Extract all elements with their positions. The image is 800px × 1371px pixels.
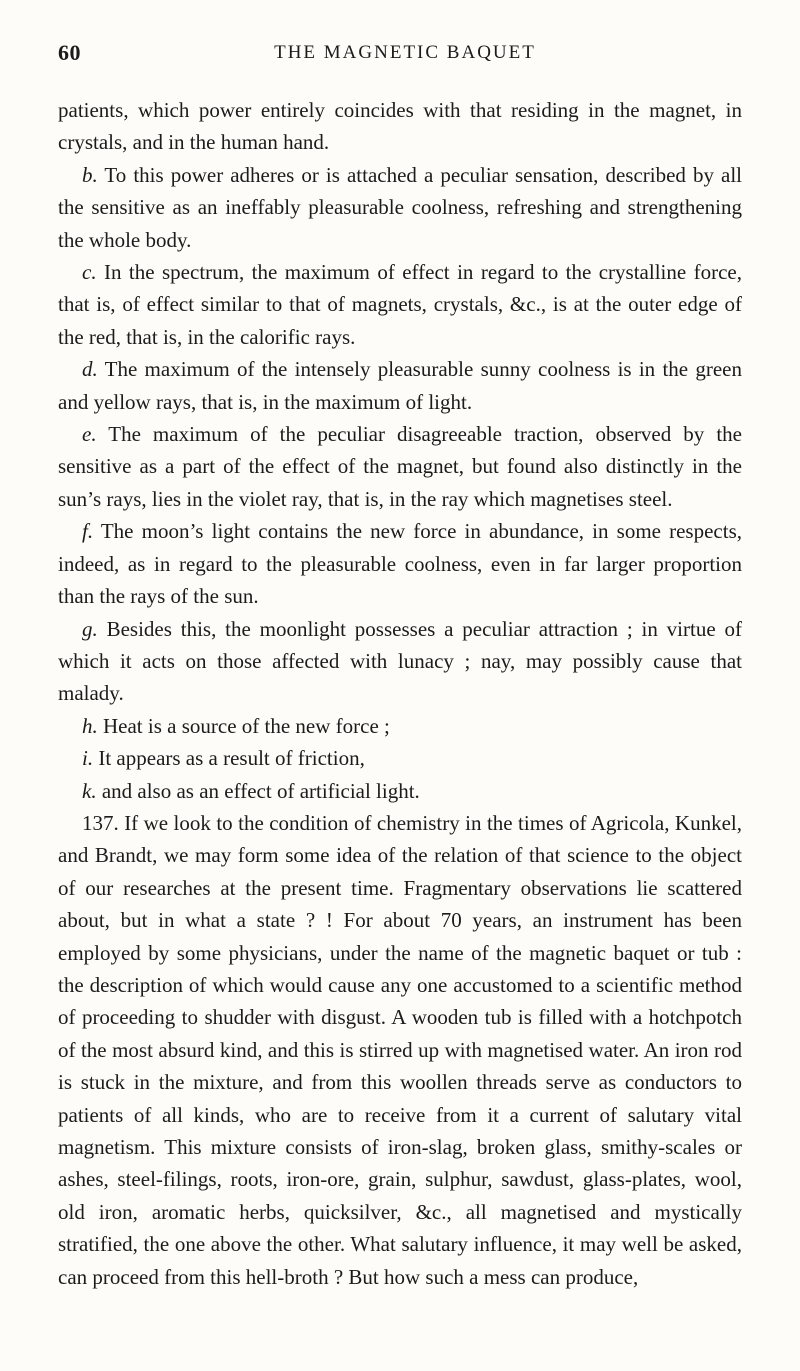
paragraph-text: and also as an effect of artificial light. (96, 778, 420, 803)
paragraph-item-e (58, 418, 742, 515)
paragraph-text: 137. If we look to the condition of chemistry in the times of Agricola, Kunkel, and Brandt, we may form some idea of the relation of that science to the object of our researches at the present time. Fragmentary observations lie scattered about, but in what a state ? ! For about 70 years, an instrument has been employed by some physicians, under the name of the magnetic baquet or tub : the description of which would cause any one accustomed to a scientific method of proceeding to shudder with disgust. A wooden tub is filled with a hotchpotch of the most absurd kind, and this is stirred up with magnetised water. An iron rod is stuck in the mixture, and from this woollen threads serve as conductors to patients of all kinds, who are to receive from it a current of salutary vital magnetism. This mixture consists of iron-slag, broken glass, smithy-scales or ashes, steel-filings, roots, iron-ore, grain, sulphur, sawdust, glass-plates, wool, old iron, aromatic herbs, quicksilver, &c., all magnetised and mystically stratified, the one above the other. What salutary influence, it may well be asked, can proceed from this hell-broth ? But how such a mess can produce, (58, 810, 742, 1289)
paragraph-item-g (58, 613, 742, 710)
paragraph-text: patients, which power entirely coincides with that residing in the magnet, in crystals, and in the human hand. (58, 98, 742, 155)
item-letter: g. (82, 616, 98, 641)
paragraph-text: The maximum of the intensely pleasurable sunny coolness is in the green and yellow rays, that is, in the maximum of light. (58, 357, 742, 414)
paragraph-item-f (58, 515, 742, 612)
paragraph-text: In the spectrum, the maximum of effect in regard to the crystalline force, that is, of effect similar to that of magnets, crystals, &c., is at the outer edge of the red, that is, in the calorific rays. (58, 260, 742, 349)
paragraph-text: Besides this, the moonlight possesses a peculiar attraction ; in virtue of which it acts on those affected with lunacy ; nay, may possibly cause that malady. (58, 616, 742, 706)
paragraph-text: It appears as a result of friction, (93, 746, 365, 771)
paragraph-continuation (58, 94, 742, 159)
paragraph-item-h (58, 710, 742, 742)
body-text (58, 94, 742, 1293)
page-header (58, 40, 742, 74)
paragraph-item-d (58, 353, 742, 418)
item-letter: d. (82, 357, 98, 382)
item-letter: f. (82, 519, 94, 544)
paragraph-text: The maximum of the peculiar disagreeable traction, observed by the sensitive as a part of the effect of the magnet, but found also distinctly in the sun’s rays, lies in the violet ray, that is, in the ray which magnetises steel. (58, 422, 742, 511)
paragraph-text: The moon’s light contains the new force in abundance, in some respects, indeed, as in regard to the pleasurable coolness, even in far larger proportion than the rays of the sun. (58, 519, 742, 609)
paragraph-section-137 (58, 807, 742, 1293)
item-letter: h. (82, 713, 98, 738)
paragraph-text: Heat is a source of the new force ; (97, 713, 390, 738)
paragraph-item-b (58, 159, 742, 256)
page-number: 60 (58, 40, 81, 65)
paragraph-item-k (58, 775, 742, 807)
running-head: THE MAGNETIC BAQUET (274, 42, 536, 63)
item-letter: k. (82, 778, 97, 803)
item-letter: b. (82, 162, 98, 187)
item-letter: i. (82, 746, 94, 771)
paragraph-item-i (58, 742, 742, 774)
item-letter: c. (82, 260, 97, 285)
paragraph-text: To this power adheres or is attached a peculiar sensation, described by all the sensitive as an ineffably pleasurable coolness, refreshing and strengthening the whole body. (58, 162, 742, 252)
paragraph-item-c (58, 256, 742, 353)
item-letter: e. (82, 422, 97, 447)
